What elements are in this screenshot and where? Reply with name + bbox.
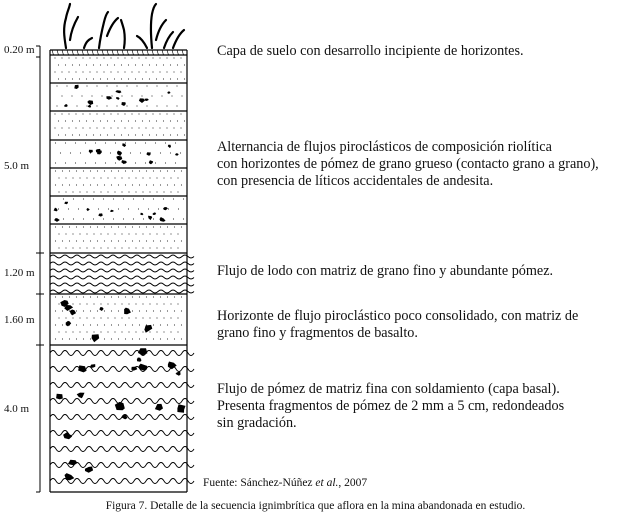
thickness-label-mudflow: 1.20 m (4, 267, 35, 279)
thickness-label-pumice-flow: 4.0 m (4, 403, 30, 415)
lithology-patterns (50, 50, 194, 484)
unit-description-mudflow: Flujo de lodo con matriz de grano fino y abundante pómez. (217, 263, 554, 279)
thickness-label-soil: 0.20 m (4, 44, 35, 56)
unit-description-pyroclastic-horizon: Horizonte de flujo piroclástico poco consolidado, con matriz de grano fino y fragmentos de basalto. (217, 308, 579, 341)
vegetation-icon (64, 4, 184, 48)
column-structure (50, 50, 187, 492)
figure-source: Fuente: Sánchez-Núñez et al., 2007 (203, 477, 368, 489)
thickness-scale-bar (36, 46, 44, 492)
figure-caption: Figura 7. Detalle de la secuencia ignimbrítica que aflora en la mina abandonada en estudio. (105, 500, 526, 512)
unit-description-pumice-flow: Flujo de pómez de matriz fina con soldamiento (capa basal). Presenta fragmentos de pómez de 2 mm a 5 cm, redondeados sin gradación. (217, 381, 565, 431)
thickness-label-pyroclastic-horizon: 1.60 m (4, 314, 35, 326)
unit-description-soil: Capa de suelo con desarrollo incipiente de horizontes. (217, 43, 524, 59)
unit-description-pyroclastic-alternation: Alternancia de flujos piroclásticos de composición riolítica con horizontes de pómez de grano grueso (contacto grano a grano), con presencia de líticos accidentales de andesita. (217, 139, 599, 189)
thickness-label-pyroclastic: 5.0 m (4, 160, 30, 172)
